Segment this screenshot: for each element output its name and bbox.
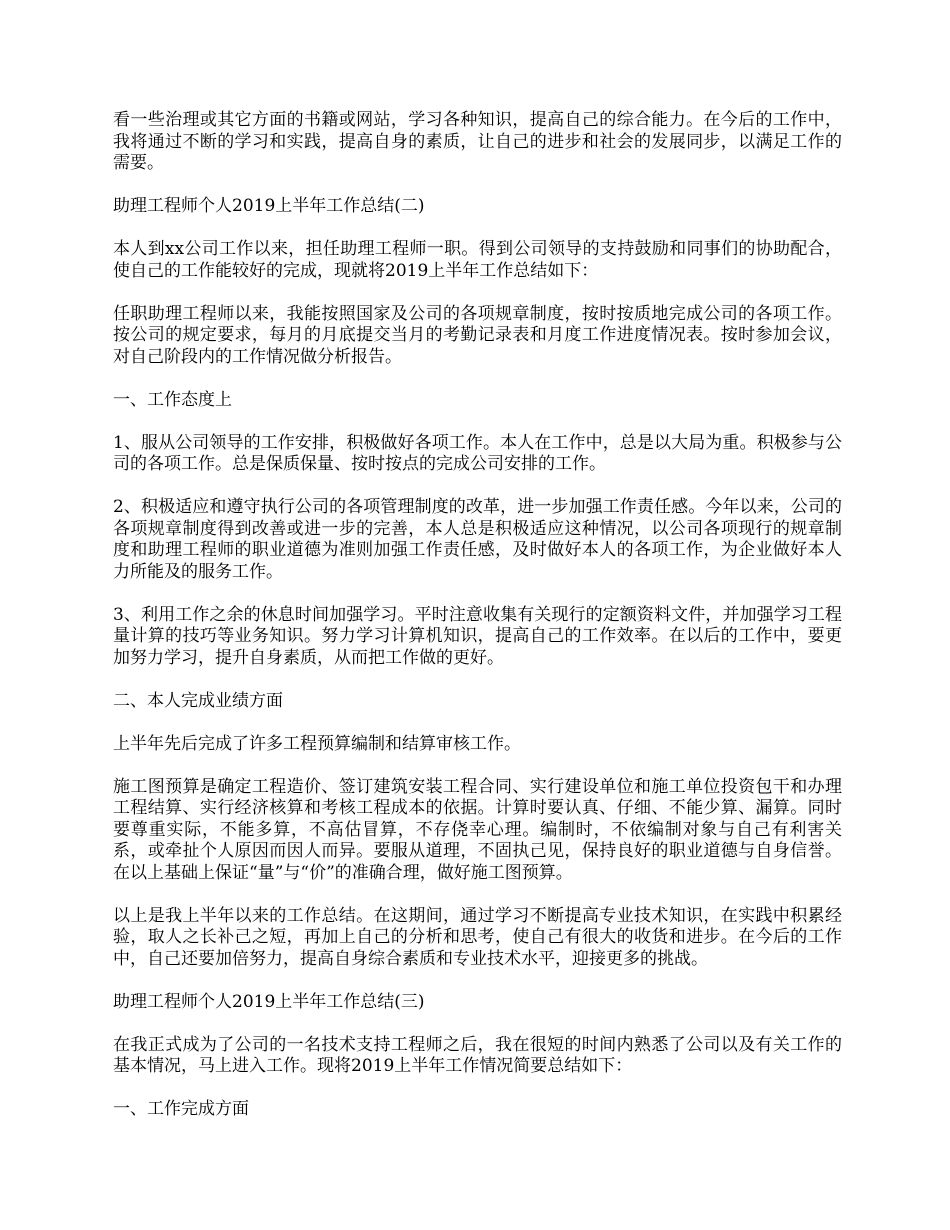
section-heading: 二、本人完成业绩方面 xyxy=(113,690,283,711)
body-paragraph: 任职助理工程师以来，我能按照国家及公司的各项规章制度，按时按质地完成公司的各项工作。按公司的规定要求，每月的月底提交当月的考勤记录表和月度工作进度情况表。按时参加会议，对自己阶段内的工作情况做分析报告。 xyxy=(113,303,842,367)
body-paragraph: 1、服从公司领导的工作安排，积极做好各项工作。本人在工作中，总是以大局为重。积极参与公司的各项工作。总是保质保量、按时按点的完成公司安排的工作。 xyxy=(113,432,842,474)
section-title: 助理工程师个人2019上半年工作总结(二) xyxy=(113,196,425,216)
body-paragraph: 以上是我上半年以来的工作总结。在这期间，通过学习不断提高专业技术知识，在实践中积累经验，取人之长补己之短，再加上自己的分析和思考，使自己有很大的收货和进步。在今后的工作中，自己还要加倍努力，提高自身综合素质和专业技术水平，迎接更多的挑战。 xyxy=(113,905,842,969)
body-paragraph: 看一些治理或其它方面的书籍或网站，学习各种知识，提高自己的综合能力。在今后的工作中，我将通过不断的学习和实践，提高自身的素质，让自己的进步和社会的发展同步，以满足工作的需要。 xyxy=(113,110,842,173)
body-paragraph: 2、积极适应和遵守执行公司的各项管理制度的改革，进一步加强工作责任感。今年以来，公司的各项规章制度得到改善或进一步的完善，本人总是积极适应这种情况，以公司各项现行的规章制度和助理工程师的职业道德为准则加强工作责任感，及时做好本人的各项工作，为企业做好本人力所能及的服务工作。 xyxy=(113,497,842,582)
body-paragraph: 施工图预算是确定工程造价、签订建筑安装工程合同、实行建设单位和施工单位投资包干和办理工程结算、实行经济核算和考核工程成本的依据。计算时要认真、仔细、不能少算、漏算。同时要尊重实际，不能多算，不高估冒算，不存侥幸心理。编制时，不依编制对象与自己有利害关系，或牵扯个人原因而因人而异。要服从道理，不固执己见，保持良好的职业道德与自身信誉。在以上基础上保证“量”与“价”的准确合理，做好施工图预算。 xyxy=(113,776,842,883)
body-paragraph: 在我正式成为了公司的一名技术支持工程师之后，我在很短的时间内熟悉了公司以及有关工作的基本情况，马上进入工作。现将2019上半年工作情况简要总结如下： xyxy=(113,1034,842,1076)
body-paragraph: 本人到xx公司工作以来，担任助理工程师一职。得到公司领导的支持鼓励和同事们的协助配合，使自己的工作能较好的完成，现就将2019上半年工作总结如下： xyxy=(113,239,842,281)
body-paragraph: 3、利用工作之余的休息时间加强学习。平时注意收集有关现行的定额资料文件，并加强学习工程量计算的技巧等业务知识。努力学习计算机知识，提高自己的工作效率。在以后的工作中，要更加努力学习，提升自身素质，从而把工作做的更好。 xyxy=(113,604,842,668)
section-heading: 一、工作态度上 xyxy=(113,389,232,410)
body-paragraph: 上半年先后完成了许多工程预算编制和结算审核工作。 xyxy=(113,733,521,754)
section-title: 助理工程师个人2019上半年工作总结(三) xyxy=(113,991,425,1012)
section-heading: 一、工作完成方面 xyxy=(113,1099,249,1119)
